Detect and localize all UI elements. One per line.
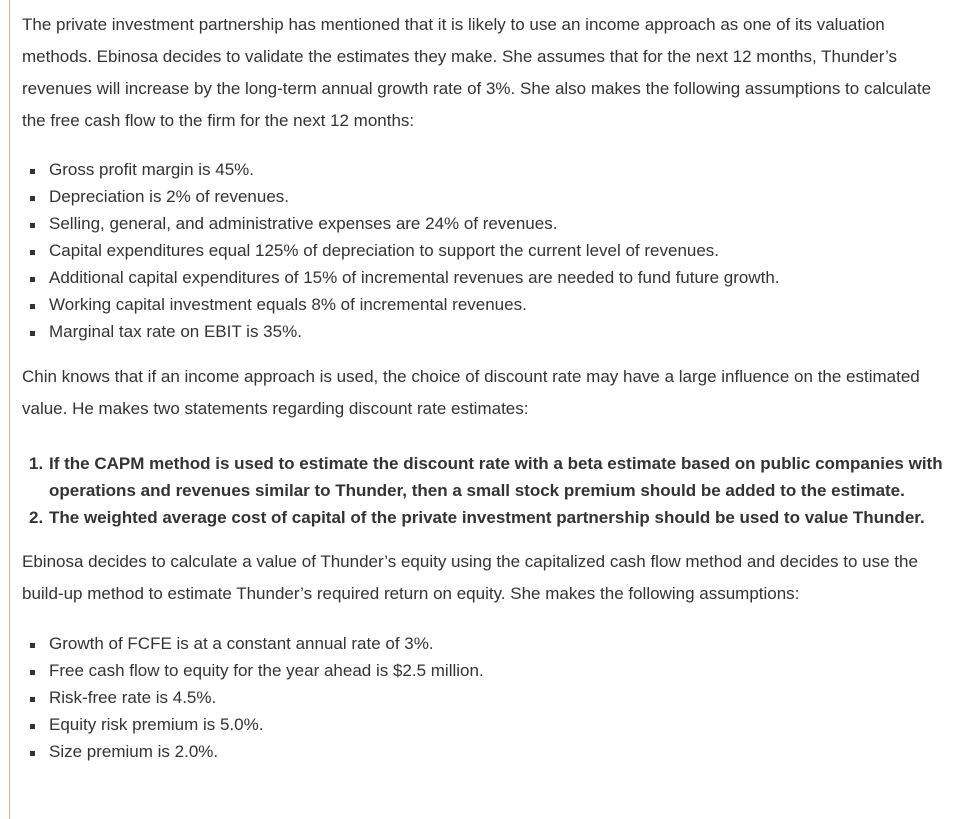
question-body bbox=[22, 9, 957, 765]
list-item: Depreciation is 2% of revenues. bbox=[22, 183, 957, 210]
equity-assumptions-list bbox=[22, 630, 957, 765]
list-item: Equity risk premium is 5.0%. bbox=[22, 711, 957, 738]
list-item: Marginal tax rate on EBIT is 35%. bbox=[22, 318, 957, 345]
list-item: Size premium is 2.0%. bbox=[22, 738, 957, 765]
intro-paragraph: The private investment partnership has mentioned that it is likely to use an income approach as one of its valuation methods. Ebinosa decides to validate the estimates they make. She assumes that for the next 12 months, Thunder’s revenues will increase by the long-term annual growth rate of 3%. She also makes the following assumptions to calculate the free cash flow to the firm for the next 12 months: bbox=[22, 15, 932, 130]
list-item: Selling, general, and administrative expenses are 24% of revenues. bbox=[22, 210, 957, 237]
list-item: Risk-free rate is 4.5%. bbox=[22, 684, 957, 711]
statement-number: 1. bbox=[29, 454, 44, 473]
statements-list bbox=[22, 450, 957, 531]
list-item: Working capital investment equals 8% of incremental revenues. bbox=[22, 291, 957, 318]
statement-item bbox=[22, 504, 957, 531]
list-item: Capital expenditures equal 125% of depreciation to support the current level of revenues. bbox=[22, 237, 957, 264]
content-frame bbox=[9, 0, 966, 819]
ebinosa-paragraph: Ebinosa decides to calculate a value of Thunder’s equity using the capitalized cash flow method and decides to use the build-up method to estimate Thunder’s required return on equity. She makes the following assumptions: bbox=[22, 552, 918, 603]
list-item: Additional capital expenditures of 15% of incremental revenues are needed to fund future growth. bbox=[22, 264, 957, 291]
list-item: Growth of FCFE is at a constant annual rate of 3%. bbox=[22, 630, 957, 657]
statement-text: If the CAPM method is used to estimate the discount rate with a beta estimate based on public companies with operations and revenues similar to Thunder, then a small stock premium should be added to the estimate. bbox=[49, 454, 943, 500]
fcff-assumptions-list bbox=[22, 156, 957, 345]
list-item: Gross profit margin is 45%. bbox=[22, 156, 957, 183]
list-item: Free cash flow to equity for the year ahead is $2.5 million. bbox=[22, 657, 957, 684]
chin-paragraph: Chin knows that if an income approach is used, the choice of discount rate may have a large influence on the estimated value. He makes two statements regarding discount rate estimates: bbox=[22, 367, 920, 418]
statement-item bbox=[22, 450, 957, 504]
statement-text: The weighted average cost of capital of the private investment partnership should be used to value Thunder. bbox=[49, 508, 925, 527]
statement-number: 2. bbox=[29, 508, 44, 527]
